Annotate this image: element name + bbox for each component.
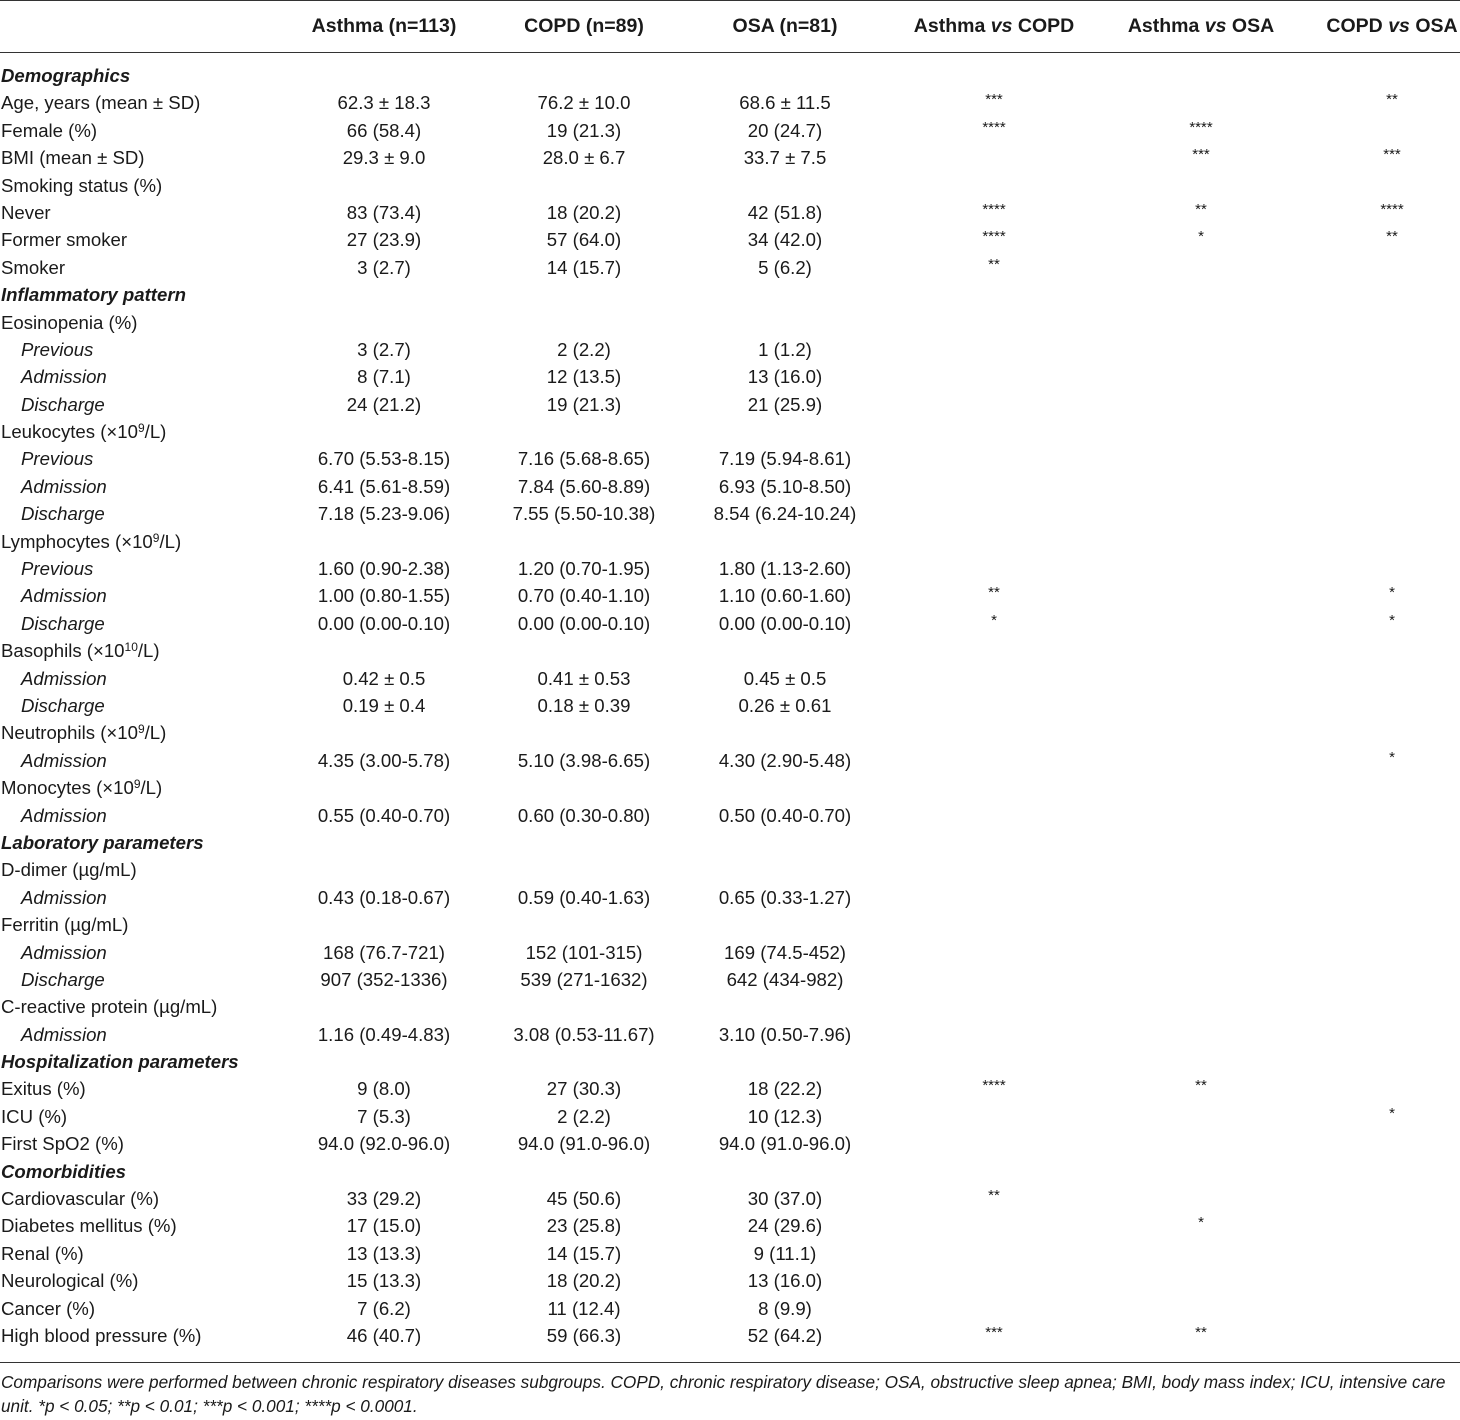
asthma-value: 83 (73.4) [346,201,422,223]
table-subrow [0,473,1460,500]
significance-copd-vs-osa: ** [1386,91,1398,109]
osa-value: 0.26 ± 0.61 [738,694,832,716]
table-row [0,172,1460,199]
row-label: Cancer (%) [1,1297,96,1319]
table-row [0,199,1460,226]
copd-value: 14 (15.7) [546,256,622,278]
header-cmp-b: COPD [1017,14,1075,37]
osa-value: 10 (12.3) [747,1105,823,1127]
osa-value: 0.50 (0.40-0.70) [718,804,852,826]
table-row [0,1240,1460,1267]
osa-value: 68.6 ± 11.5 [739,92,831,114]
table-row [0,637,1460,664]
row-label: Admission [21,1023,107,1045]
table-row [0,993,1460,1020]
copd-value: 0.70 (0.40-1.10) [517,585,651,607]
table-footnote: Comparisons were performed between chronic respiratory diseases subgroups. COPD, chronic respiratory disease; OSA, obstructive sleep apnea; BMI, body mass index; ICU, intensive care unit. *p < 0.05; **p < 0.01; ***p < 0.001; ****p < 0.0001. [1,1372,1446,1416]
copd-value: 5.10 (3.98-6.65) [517,749,651,771]
row-label: Diabetes mellitus (%) [1,1215,177,1237]
table-row [0,1103,1460,1130]
row-label-unit: /L) [144,421,167,443]
table-row [0,1322,1460,1349]
copd-value: 2 (2.2) [557,1105,611,1127]
header-copd-vs-osa [1312,0,1460,52]
osa-value: 30 (37.0) [747,1188,823,1210]
asthma-value: 1.00 (0.80-1.55) [317,585,451,607]
copd-value: 0.00 (0.00-0.10) [517,612,651,634]
asthma-value: 3 (2.7) [357,256,411,278]
table-subrow [0,391,1460,418]
header-cmp-vs: vs [990,14,1013,37]
header-cmp-b: OSA [1415,14,1458,37]
asthma-value: 907 (352-1336) [320,968,448,990]
table-subrow [0,802,1460,829]
table-subrow [0,610,1460,637]
row-label [1,774,162,801]
asthma-value: 0.55 (0.40-0.70) [317,804,451,826]
asthma-value: 13 (13.3) [346,1242,422,1264]
significance-asthma-vs-copd: **** [982,1077,1006,1095]
table-header-rule [0,52,1460,53]
osa-value: 642 (434-982) [726,968,844,990]
osa-value: 94.0 (91.0-96.0) [718,1133,852,1155]
table-subrow [0,692,1460,719]
section-heading-row [0,62,1460,89]
significance-asthma-vs-copd: **** [982,118,1006,136]
table-row [0,1295,1460,1322]
osa-value: 1.10 (0.60-1.60) [718,585,852,607]
row-label: Never [1,201,51,223]
significance-asthma-vs-osa: * [1198,228,1204,246]
significance-asthma-vs-copd: ** [988,584,1000,602]
asthma-value: 66 (58.4) [346,119,422,141]
osa-value: 21 (25.9) [747,393,823,415]
section-heading: Laboratory parameters [1,831,204,853]
osa-value: 0.00 (0.00-0.10) [718,612,852,634]
asthma-value: 6.70 (5.53-8.15) [317,448,451,470]
copd-value: 7.55 (5.50-10.38) [512,503,656,525]
osa-value: 7.19 (5.94-8.61) [718,448,852,470]
table-body [0,62,1460,1349]
osa-value: 4.30 (2.90-5.48) [718,749,852,771]
significance-asthma-vs-copd: *** [985,91,1003,109]
table-subrow [0,884,1460,911]
row-label: Admission [21,475,107,497]
section-heading-row [0,281,1460,308]
asthma-value: 168 (76.7-721) [323,941,445,963]
copd-value: 76.2 ± 10.0 [537,92,631,114]
osa-value: 42 (51.8) [747,201,823,223]
header-cmp-a: COPD [1326,14,1383,37]
asthma-value: 8 (7.1) [357,366,411,388]
table-row [0,309,1460,336]
row-label: Discharge [21,503,105,525]
section-heading-row [0,829,1460,856]
copd-value: 19 (21.3) [546,393,622,415]
copd-value: 12 (13.5) [546,366,622,388]
row-label: Admission [21,804,107,826]
osa-value: 8 (9.9) [758,1297,812,1319]
asthma-value: 17 (15.0) [346,1215,422,1237]
copd-value: 7.84 (5.60-8.89) [517,475,651,497]
significance-asthma-vs-osa: ** [1195,1323,1207,1341]
asthma-value: 1.16 (0.49-4.83) [317,1023,451,1045]
section-heading: Comorbidities [1,1160,126,1182]
row-label: Smoker [1,256,66,278]
table-row [0,774,1460,801]
row-label: Ferritin (µg/mL) [1,914,129,936]
significance-asthma-vs-osa: **** [1189,118,1213,136]
table-row [0,856,1460,883]
header-asthma-vs-osa [1101,0,1301,52]
table-row [0,1267,1460,1294]
copd-value: 1.20 (0.70-1.95) [517,558,651,580]
table-row [0,1075,1460,1102]
row-label-exponent: 10 [124,640,138,655]
copd-value: 0.18 ± 0.39 [537,694,631,716]
osa-value: 0.65 (0.33-1.27) [718,886,852,908]
header-copd: COPD (n=89) [524,14,644,37]
row-label: Admission [21,667,107,689]
osa-value: 33.7 ± 7.5 [743,147,827,169]
copd-value: 3.08 (0.53-11.67) [513,1023,655,1045]
table-subrow [0,445,1460,472]
osa-value: 9 (11.1) [753,1242,817,1264]
table-subrow [0,582,1460,609]
row-label: Discharge [21,968,105,990]
osa-value: 1.80 (1.13-2.60) [718,558,852,580]
table-row [0,1212,1460,1239]
copd-value: 11 (12.4) [547,1297,621,1319]
copd-value: 0.41 ± 0.53 [537,667,631,689]
significance-copd-vs-osa: ** [1386,228,1398,246]
header-cmp-b: OSA [1231,14,1275,37]
significance-asthma-vs-copd: ** [988,255,1000,273]
header-asthma-vs-copd [894,0,1094,52]
asthma-value: 62.3 ± 18.3 [337,92,431,114]
osa-value: 52 (64.2) [747,1324,823,1346]
row-label-exponent: 9 [133,777,141,792]
header-cmp-vs: vs [1388,14,1410,37]
asthma-value: 0.00 (0.00-0.10) [317,612,451,634]
table-subrow [0,747,1460,774]
header-asthma: Asthma (n=113) [311,14,457,37]
asthma-value: 9 (8.0) [357,1078,411,1100]
osa-value: 169 (74.5-452) [724,941,846,963]
asthma-value: 1.60 (0.90-2.38) [317,558,451,580]
asthma-value: 3 (2.7) [357,338,411,360]
row-label: D-dimer (µg/mL) [1,859,137,881]
row-label-unit: /L) [159,530,182,552]
row-label [1,637,160,664]
table-row [0,1185,1460,1212]
row-label: Previous [21,558,94,580]
copd-value: 27 (30.3) [546,1078,622,1100]
osa-value: 13 (16.0) [747,366,823,388]
row-label-unit: /L) [137,640,160,662]
row-label [1,418,166,445]
osa-value: 24 (29.6) [747,1215,823,1237]
significance-copd-vs-osa: * [1389,584,1395,602]
osa-value: 13 (16.0) [747,1270,823,1292]
row-label: Eosinopenia (%) [1,311,138,333]
row-label-exponent: 9 [152,530,160,545]
copd-value: 0.59 (0.40-1.63) [517,886,651,908]
table-subrow [0,939,1460,966]
header-cmp-a: Asthma [913,14,986,37]
table-subrow [0,363,1460,390]
table-row [0,144,1460,171]
copd-value: 18 (20.2) [546,1270,622,1292]
osa-value: 8.54 (6.24-10.24) [713,503,857,525]
copd-value: 152 (101-315) [525,941,643,963]
asthma-value: 7.18 (5.23-9.06) [317,503,451,525]
significance-asthma-vs-copd: ** [988,1187,1000,1205]
asthma-value: 27 (23.9) [346,229,422,251]
significance-copd-vs-osa: * [1389,748,1395,766]
row-label: Former smoker [1,229,128,251]
copd-value: 59 (66.3) [546,1324,622,1346]
significance-asthma-vs-osa: * [1198,1214,1204,1232]
row-label-text: Leukocytes (×10 [1,421,138,443]
header-cmp-vs: vs [1204,14,1227,37]
row-label: First SpO2 (%) [1,1133,124,1155]
copd-value: 57 (64.0) [546,229,622,251]
copd-value: 14 (15.7) [546,1242,622,1264]
table-subrow [0,665,1460,692]
table-row [0,1130,1460,1157]
asthma-value: 7 (5.3) [357,1105,411,1127]
table-subrow [0,1021,1460,1048]
table-subrow [0,555,1460,582]
row-label: Exitus (%) [1,1078,86,1100]
row-label: Age, years (mean ± SD) [1,92,201,114]
significance-asthma-vs-copd: **** [982,228,1006,246]
copd-value: 45 (50.6) [546,1188,622,1210]
asthma-value: 94.0 (92.0-96.0) [317,1133,451,1155]
row-label: Admission [21,886,107,908]
table-row [0,254,1460,281]
asthma-value: 29.3 ± 9.0 [342,147,426,169]
table-subrow [0,336,1460,363]
section-heading-row [0,1048,1460,1075]
row-label: Previous [21,338,94,360]
row-label: C-reactive protein (µg/mL) [1,996,218,1018]
row-label-text: Monocytes (×10 [1,777,134,799]
row-label: Female (%) [1,119,98,141]
asthma-value: 0.42 ± 0.5 [342,667,426,689]
copd-value: 7.16 (5.68-8.65) [517,448,651,470]
asthma-value: 46 (40.7) [346,1324,422,1346]
asthma-value: 0.43 (0.18-0.67) [317,886,451,908]
copd-value: 18 (20.2) [546,201,622,223]
osa-value: 6.93 (5.10-8.50) [718,475,852,497]
osa-value: 34 (42.0) [747,229,823,251]
significance-asthma-vs-osa: *** [1192,146,1210,164]
table-bottom-rule [0,1362,1460,1363]
osa-value: 1 (1.2) [758,338,812,360]
table-row [0,719,1460,746]
row-label-unit: /L) [144,722,167,744]
row-label-text: Basophils (×10 [1,640,125,662]
table-row [0,89,1460,116]
row-label: Admission [21,585,107,607]
copd-value: 19 (21.3) [546,119,622,141]
copd-value: 2 (2.2) [557,338,611,360]
asthma-value: 24 (21.2) [346,393,422,415]
table-row [0,226,1460,253]
row-label-text: Neutrophils (×10 [1,722,138,744]
asthma-value: 15 (13.3) [346,1270,422,1292]
row-label: Cardiovascular (%) [1,1188,160,1210]
asthma-value: 7 (6.2) [357,1297,411,1319]
row-label: Discharge [21,612,105,634]
row-label-text: Lymphocytes (×10 [1,530,153,552]
row-label: Admission [21,749,107,771]
table-row [0,418,1460,445]
asthma-value: 0.19 ± 0.4 [342,694,426,716]
row-label: Previous [21,448,94,470]
osa-value: 5 (6.2) [758,256,812,278]
table-row [0,117,1460,144]
row-label: ICU (%) [1,1105,68,1127]
copd-value: 94.0 (91.0-96.0) [517,1133,651,1155]
section-heading: Demographics [1,65,131,86]
significance-asthma-vs-copd: **** [982,200,1006,218]
row-label: Smoking status (%) [1,174,163,196]
asthma-value: 6.41 (5.61-8.59) [317,475,451,497]
significance-copd-vs-osa: **** [1380,200,1404,218]
header-osa: OSA (n=81) [732,14,838,37]
row-label: BMI (mean ± SD) [1,147,145,169]
copd-value: 0.60 (0.30-0.80) [517,804,651,826]
row-label: Neurological (%) [1,1270,139,1292]
significance-asthma-vs-osa: ** [1195,200,1207,218]
row-label: Discharge [21,393,105,415]
significance-asthma-vs-osa: ** [1195,1077,1207,1095]
table-subrow [0,966,1460,993]
row-label-exponent: 9 [137,421,145,436]
table-subrow [0,500,1460,527]
row-label: High blood pressure (%) [1,1324,202,1346]
row-label: Admission [21,366,107,388]
asthma-value: 33 (29.2) [346,1188,422,1210]
row-label-unit: /L) [140,777,163,799]
osa-value: 20 (24.7) [747,119,823,141]
significance-copd-vs-osa: *** [1383,146,1401,164]
osa-value: 3.10 (0.50-7.96) [718,1023,852,1045]
row-label [1,528,181,555]
copd-value: 539 (271-1632) [520,968,648,990]
copd-value: 23 (25.8) [546,1215,622,1237]
row-label-exponent: 9 [137,722,145,737]
header-cmp-a: Asthma [1127,14,1200,37]
significance-copd-vs-osa: * [1389,611,1395,629]
osa-value: 18 (22.2) [747,1078,823,1100]
row-label: Discharge [21,694,105,716]
table-row [0,911,1460,938]
row-label: Admission [21,941,107,963]
significance-asthma-vs-copd: *** [985,1323,1003,1341]
significance-copd-vs-osa: * [1389,1104,1395,1122]
section-heading: Hospitalization parameters [1,1051,239,1073]
table-row [0,528,1460,555]
asthma-value: 4.35 (3.00-5.78) [317,749,451,771]
osa-value: 0.45 ± 0.5 [743,667,827,689]
significance-asthma-vs-copd: * [991,611,997,629]
section-heading-row [0,1158,1460,1185]
copd-value: 28.0 ± 6.7 [542,147,626,169]
row-label [1,719,166,746]
row-label: Renal (%) [1,1242,84,1264]
section-heading: Inflammatory pattern [1,284,186,306]
